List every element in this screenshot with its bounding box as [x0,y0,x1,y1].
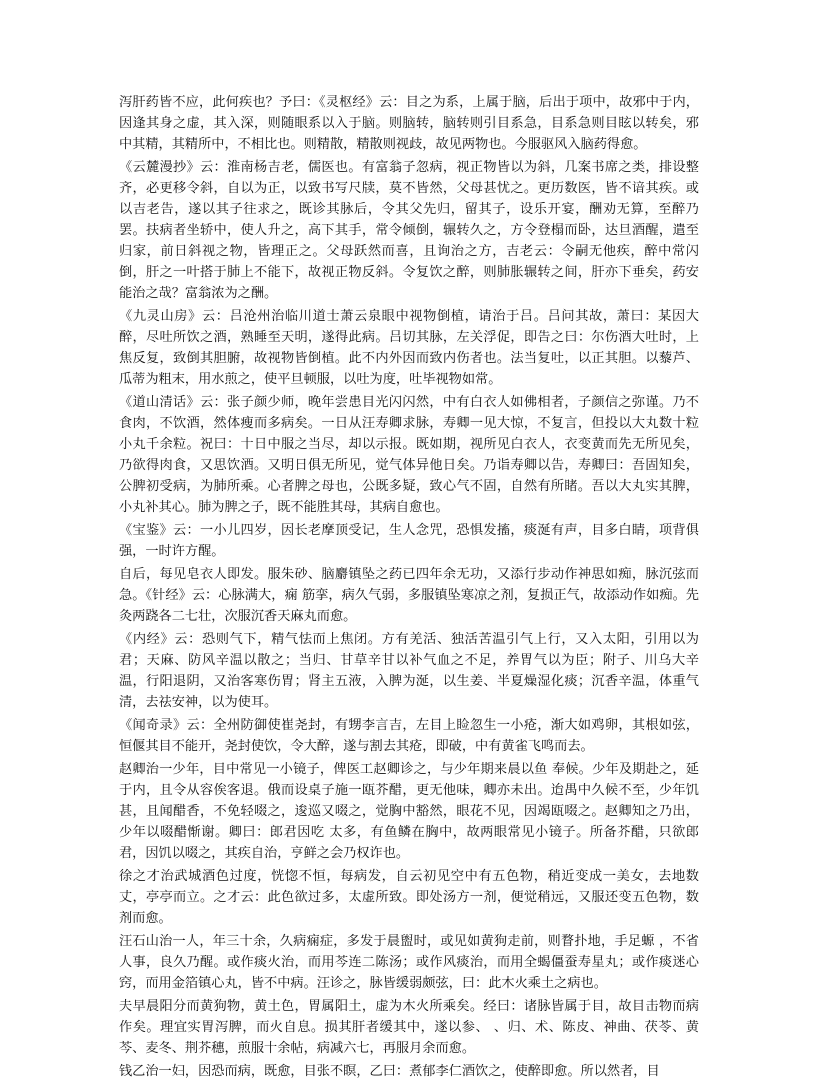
paragraph: 《宝鉴》云：一小儿四岁，因长老摩顶受记，生人念咒，恐惧发搐，痰涎有声，目多白睛，项背俱强，一时许方醒。 [119,523,699,559]
paragraph: 《云麓漫抄》云：淮南杨吉老，儒医也。有富翁子忽病，视正物皆以为斜，几案书席之类，排设整齐，必更移令斜，自以为正，以致书写尺牍，莫不皆然，父母甚忧之。更历数医，皆不谙其疾。或以吉老告，遂以其子往求之，既诊其脉后，令其父先归，留其子，设乐开宴，酬劝无算，至醉乃罢。扶病者坐轿中，使人升之，高下其手，常令倾倒，辗转久之，方令登榻而卧，达旦酒醒，遣至归家，前日斜视之物，皆理正之。父母跃然而喜，且询治之方，吉老云：令嗣无他疾，醉中常闪倒，肝之一叶搭于肺上不能下，故视正物反斜。令复饮之醉，则肺胀辗转之间，肝亦下垂矣，药安能治之哉？富翁浓为之酬。 [119,160,699,301]
paragraph: 《闻奇录》云：全州防御使崔尧封，有甥李言吉，左目上睑忽生一小疮，渐大如鸡卵，其根如弦，恒偃其目不能开，尧封使饮，令大醉，遂与割去其疮，即破，中有黄雀飞鸣而去。 [119,718,699,754]
paragraph: 钱乙治一妇，因恐而病，既愈，目张不瞑，乙曰：煮郁李仁酒饮之，使醉即愈。所以然者，目 [119,1064,660,1079]
paragraph: 汪石山治一人，年三十余，久病痫症，多发于晨盥时，或见如黄狗走前，则瞀扑地，手足螈 ，不省人事，良久乃醒。或作痰火治，而用芩连二陈汤；或作风痰治，而用全蝎僵蚕寿星丸；或作痰迷心窍，而用金箔镇心丸，皆不中病。汪诊之，脉皆缓弱颇弦，曰：此木火乘土之病也。 [119,934,699,991]
paragraph: 赵卿治一少年，目中常见一小镜子，俾医工赵卿诊之，与少年期来晨以鱼 奉候。少年及期赴之，延于内，且令从容俟客退。俄而设桌子施一瓯芥醋，更无他味，卿亦未出。迨禺中久候不至，少年饥甚，且闻醋香，不免轻啜之，逡巡又啜之，觉胸中豁然，眼花不见，因竭瓯啜之。赵卿知之乃出，少年以啜醋惭谢。卿曰：郎君因吃 太多，有鱼鳞在胸中，故两眼常见小镜子。所备芥醋，只欲郎君，因饥以啜之，其疾自治，亨鲜之会乃权诈也。 [119,762,699,861]
paragraph: 夫早晨阳分而黄狗物，黄土色，胃属阳土，虚为木火所乘矣。经曰：诸脉皆属于目，故目击物而病作矣。理宜实胃泻脾，而火自息。损其肝者缓其中，遂以参、 、归、术、陈皮、神曲、茯苓、黄芩、麦冬、荆芥穗，煎服十余帖，病减六七，再服月余而愈。 [119,999,699,1056]
paragraph: 《道山清话》云：张子颜少师，晚年尝患目光闪闪然，中有白衣人如佛相者，子颜信之弥谨。乃不食肉，不饮酒，然体瘦而多病矣。一日从汪寿卿求脉，寿卿一见大惊，不复言，但投以大丸数十粒小丸千余粒。祝曰：十日中服之当尽，却以示报。既如期，视所见白衣人，衣变黄而先无所见矣，乃欲得肉食，又思饮酒。又明日俱无所见，觉气体异他日矣。乃诣寿卿以告，寿卿曰：吾固知矣，公脾初受病，为肺所乘。心者脾之母也，公既多疑，致心气不固，自然有所睹。吾以大丸实其脾，小丸补其心。肺为脾之子，既不能胜其母，其病自愈也。 [119,395,699,515]
paragraph: 泻肝药皆不应，此何疾也？予曰：《灵枢经》云：目之为系，上属于脑，后出于项中，故邪中于内，因逢其身之虚，其入深，则随眼系以入于脑。则脑转，脑转则引目系急，目系急则目眩以转矣，邪中其精，其精所中，不相比也。则精散，精散则视歧，故见两物也。今服驱风入脑药得愈。 [119,95,699,152]
paragraph: 《内经》云：恐则气下，精气怯而上焦闭。方有羌活、独活苦温引气上行，又入太阳，引用以为君；天麻、防风辛温以散之；当归、甘草辛甘以补气血之不足，养胃气以为臣；附子、川乌大辛温，行阳退阴，又治客寒伤胃；肾主五液，入脾为涎，以生姜、半夏燥湿化痰；沉香辛温，体重气清，去祛安神，以为使耳。 [119,632,699,710]
paragraph: 《九灵山房》云：吕沧州治临川道士萧云泉眼中视物倒植，请治于吕。吕问其故，萧曰：某因大醉，尽吐所饮之酒，熟睡至天明，遂得此病。吕切其脉，左关浮促，即告之曰：尔伤酒大吐时，上焦反复，致倒其胆腑，故视物皆倒植。此不内外因而致内伤者也。法当复吐，以正其胆。以藜芦、瓜蒂为粗末，用水煎之，使平旦顿服，以吐为度，吐毕视物如常。 [119,309,699,387]
paragraph: 徐之才治武城酒色过度，恍惚不恒，每病发，自云初见空中有五色物，稍近变成一美女，去地数丈，亭亭而立。之才云：此色欲过多，太虚所致。即处汤方一剂，便觉稍远，又服还变五色物，数剂而愈。 [119,869,699,926]
paragraph: 自后，每见皂衣人即发。服朱砂、脑麝镇坠之药已四年余无功，又添行步动作神思如痴，脉沉弦而急。《针经》云：心脉满大，痫 筋挛，病久气弱，多服镇坠寒凉之剂，复损正气，故添动作如痴。先灸两跷各二七壮，次服沉香天麻丸而愈。 [119,567,699,624]
document-page [119,92,699,1084]
